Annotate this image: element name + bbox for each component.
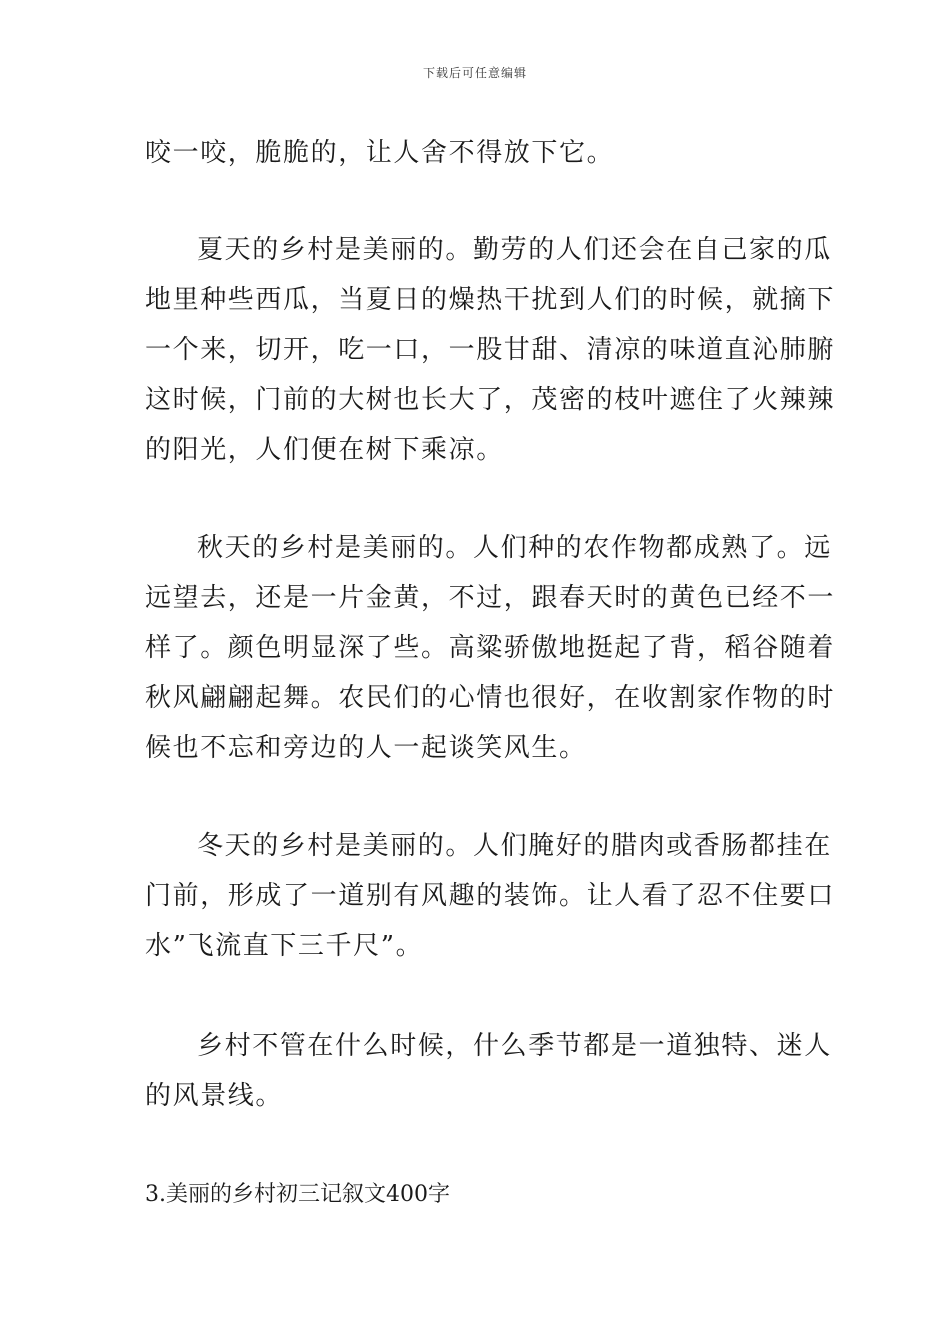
paragraph-2-line-4: 这时候，门前的大树也长大了，茂密的枝叶遮住了火辣辣 xyxy=(145,385,836,415)
paragraph-1-line-1: 咬一咬，脆脆的，让人舍不得放下它。 xyxy=(145,138,615,168)
paragraph-2-line-3: 一个来，切开，吃一口，一股甘甜、清凉的味道直沁肺腑 xyxy=(145,335,836,365)
page-header: 下载后可任意编辑 xyxy=(422,66,527,80)
paragraph-3-line-4: 秋风翩翩起舞。农民们的心情也很好，在收割家作物的时 xyxy=(145,683,836,713)
section-heading: 3.美丽的乡村初三记叙文400字 xyxy=(145,1182,450,1207)
paragraph-4-line-1: 冬天的乡村是美丽的。人们腌好的腊肉或香肠都挂在 xyxy=(197,831,832,861)
paragraph-4-line-3: 水”飞流直下三千尺”。 xyxy=(145,931,424,961)
paragraph-3-line-2: 远望去，还是一片金黄，不过，跟春天时的黄色已经不一 xyxy=(145,583,836,613)
paragraph-5-line-1: 乡村不管在什么时候，什么季节都是一道独特、迷人 xyxy=(197,1031,832,1061)
paragraph-2-line-5: 的阳光，人们便在树下乘凉。 xyxy=(145,435,504,465)
paragraph-2-line-2: 地里种些西瓜，当夏日的燥热干扰到人们的时候，就摘下 xyxy=(145,285,836,315)
paragraph-3-line-5: 候也不忘和旁边的人一起谈笑风生。 xyxy=(145,733,587,763)
paragraph-2-line-1: 夏天的乡村是美丽的。勤劳的人们还会在自己家的瓜 xyxy=(197,235,832,265)
paragraph-5-line-2: 的风景线。 xyxy=(145,1081,284,1111)
paragraph-4-line-2: 门前，形成了一道别有风趣的装饰。让人看了忍不住要口 xyxy=(145,881,836,911)
paragraph-3-line-1: 秋天的乡村是美丽的。人们种的农作物都成熟了。远 xyxy=(197,533,832,563)
paragraph-3-line-3: 样了。颜色明显深了些。高粱骄傲地挺起了背，稻谷随着 xyxy=(145,633,836,663)
